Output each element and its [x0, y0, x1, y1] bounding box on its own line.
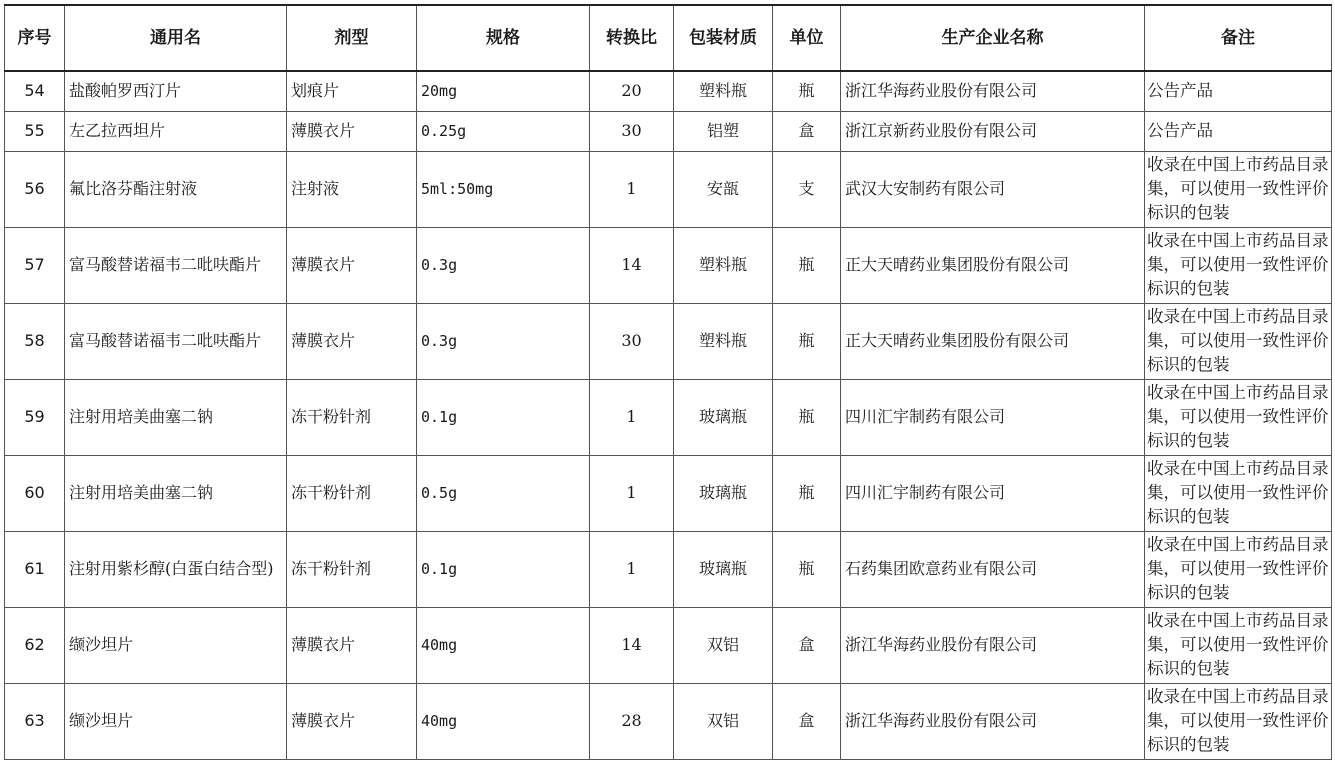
cell-manufacturer: 浙江华海药业股份有限公司: [841, 607, 1145, 683]
cell-manufacturer: 浙江华海药业股份有限公司: [841, 71, 1145, 111]
header-generic-name: 通用名: [65, 5, 287, 71]
header-remarks: 备注: [1145, 5, 1332, 71]
cell-packaging-material: 塑料瓶: [674, 227, 773, 303]
cell-packaging-material: 塑料瓶: [674, 71, 773, 111]
cell-remarks: 收录在中国上市药品目录集，可以使用一致性评价标识的包装: [1145, 455, 1332, 531]
table-row: [5, 227, 1332, 303]
cell-conversion-ratio: 30: [590, 303, 674, 379]
cell-conversion-ratio: 1: [590, 531, 674, 607]
cell-no: 60: [5, 455, 65, 531]
cell-generic-name: 注射用培美曲塞二钠: [65, 455, 287, 531]
cell-dosage-form: 薄膜衣片: [287, 683, 417, 759]
cell-packaging-material: 玻璃瓶: [674, 531, 773, 607]
cell-dosage-form: 冻干粉针剂: [287, 455, 417, 531]
header-no: 序号: [5, 5, 65, 71]
cell-conversion-ratio: 30: [590, 111, 674, 151]
cell-no: 55: [5, 111, 65, 151]
cell-unit: 盒: [773, 111, 841, 151]
cell-generic-name: 缬沙坦片: [65, 607, 287, 683]
cell-packaging-material: 安瓿: [674, 151, 773, 227]
cell-specification: 40mg: [417, 607, 590, 683]
cell-no: 59: [5, 379, 65, 455]
cell-unit: 盒: [773, 607, 841, 683]
cell-generic-name: 左乙拉西坦片: [65, 111, 287, 151]
cell-specification: 0.5g: [417, 455, 590, 531]
cell-no: 57: [5, 227, 65, 303]
cell-generic-name: 富马酸替诺福韦二吡呋酯片: [65, 303, 287, 379]
cell-specification: 0.3g: [417, 303, 590, 379]
cell-specification: 0.1g: [417, 531, 590, 607]
table-row: [5, 455, 1332, 531]
header-specification: 规格: [417, 5, 590, 71]
table-header-row: [5, 5, 1332, 71]
header-packaging-material: 包装材质: [674, 5, 773, 71]
table-row: [5, 531, 1332, 607]
cell-remarks: 收录在中国上市药品目录集，可以使用一致性评价标识的包装: [1145, 379, 1332, 455]
cell-specification: 0.3g: [417, 227, 590, 303]
cell-dosage-form: 薄膜衣片: [287, 303, 417, 379]
table-row: [5, 683, 1332, 759]
cell-conversion-ratio: 1: [590, 455, 674, 531]
cell-remarks: 收录在中国上市药品目录集，可以使用一致性评价标识的包装: [1145, 683, 1332, 759]
cell-remarks: 公告产品: [1145, 111, 1332, 151]
cell-manufacturer: 四川汇宇制药有限公司: [841, 455, 1145, 531]
cell-generic-name: 富马酸替诺福韦二吡呋酯片: [65, 227, 287, 303]
table-row: [5, 303, 1332, 379]
cell-unit: 盒: [773, 683, 841, 759]
header-conversion-ratio: 转换比: [590, 5, 674, 71]
table-row: [5, 71, 1332, 111]
cell-unit: 瓶: [773, 303, 841, 379]
cell-conversion-ratio: 14: [590, 227, 674, 303]
cell-manufacturer: 浙江华海药业股份有限公司: [841, 683, 1145, 759]
cell-manufacturer: 浙江京新药业股份有限公司: [841, 111, 1145, 151]
cell-packaging-material: 铝塑: [674, 111, 773, 151]
cell-dosage-form: 冻干粉针剂: [287, 531, 417, 607]
cell-dosage-form: 划痕片: [287, 71, 417, 111]
cell-conversion-ratio: 1: [590, 379, 674, 455]
cell-unit: 瓶: [773, 455, 841, 531]
cell-no: 62: [5, 607, 65, 683]
cell-manufacturer: 石药集团欧意药业有限公司: [841, 531, 1145, 607]
cell-generic-name: 注射用培美曲塞二钠: [65, 379, 287, 455]
table-row: [5, 379, 1332, 455]
cell-unit: 支: [773, 151, 841, 227]
cell-packaging-material: 双铝: [674, 683, 773, 759]
cell-packaging-material: 玻璃瓶: [674, 379, 773, 455]
cell-remarks: 收录在中国上市药品目录集，可以使用一致性评价标识的包装: [1145, 227, 1332, 303]
cell-manufacturer: 正大天晴药业集团股份有限公司: [841, 227, 1145, 303]
cell-dosage-form: 薄膜衣片: [287, 227, 417, 303]
cell-specification: 0.25g: [417, 111, 590, 151]
cell-dosage-form: 薄膜衣片: [287, 111, 417, 151]
header-manufacturer: 生产企业名称: [841, 5, 1145, 71]
cell-unit: 瓶: [773, 227, 841, 303]
cell-generic-name: 氟比洛芬酯注射液: [65, 151, 287, 227]
cell-specification: 0.1g: [417, 379, 590, 455]
cell-generic-name: 注射用紫杉醇(白蛋白结合型): [65, 531, 287, 607]
cell-no: 63: [5, 683, 65, 759]
cell-remarks: 收录在中国上市药品目录集，可以使用一致性评价标识的包装: [1145, 151, 1332, 227]
cell-no: 54: [5, 71, 65, 111]
cell-conversion-ratio: 14: [590, 607, 674, 683]
cell-conversion-ratio: 28: [590, 683, 674, 759]
header-unit: 单位: [773, 5, 841, 71]
cell-remarks: 收录在中国上市药品目录集，可以使用一致性评价标识的包装: [1145, 607, 1332, 683]
drug-list-document: [4, 4, 1332, 760]
cell-generic-name: 缬沙坦片: [65, 683, 287, 759]
cell-remarks: 公告产品: [1145, 71, 1332, 111]
cell-dosage-form: 注射液: [287, 151, 417, 227]
cell-manufacturer: 四川汇宇制药有限公司: [841, 379, 1145, 455]
cell-remarks: 收录在中国上市药品目录集，可以使用一致性评价标识的包装: [1145, 531, 1332, 607]
cell-no: 58: [5, 303, 65, 379]
cell-packaging-material: 玻璃瓶: [674, 455, 773, 531]
cell-no: 61: [5, 531, 65, 607]
cell-remarks: 收录在中国上市药品目录集，可以使用一致性评价标识的包装: [1145, 303, 1332, 379]
cell-dosage-form: 薄膜衣片: [287, 607, 417, 683]
cell-packaging-material: 双铝: [674, 607, 773, 683]
table-row: [5, 607, 1332, 683]
cell-specification: 40mg: [417, 683, 590, 759]
cell-specification: 20mg: [417, 71, 590, 111]
table-row: [5, 111, 1332, 151]
table-row: [5, 151, 1332, 227]
cell-unit: 瓶: [773, 71, 841, 111]
cell-unit: 瓶: [773, 379, 841, 455]
cell-generic-name: 盐酸帕罗西汀片: [65, 71, 287, 111]
cell-conversion-ratio: 1: [590, 151, 674, 227]
cell-dosage-form: 冻干粉针剂: [287, 379, 417, 455]
drug-table: [4, 4, 1332, 760]
cell-no: 56: [5, 151, 65, 227]
cell-conversion-ratio: 20: [590, 71, 674, 111]
cell-packaging-material: 塑料瓶: [674, 303, 773, 379]
header-dosage-form: 剂型: [287, 5, 417, 71]
cell-manufacturer: 武汉大安制药有限公司: [841, 151, 1145, 227]
cell-specification: 5ml:50mg: [417, 151, 590, 227]
cell-manufacturer: 正大天晴药业集团股份有限公司: [841, 303, 1145, 379]
cell-unit: 瓶: [773, 531, 841, 607]
